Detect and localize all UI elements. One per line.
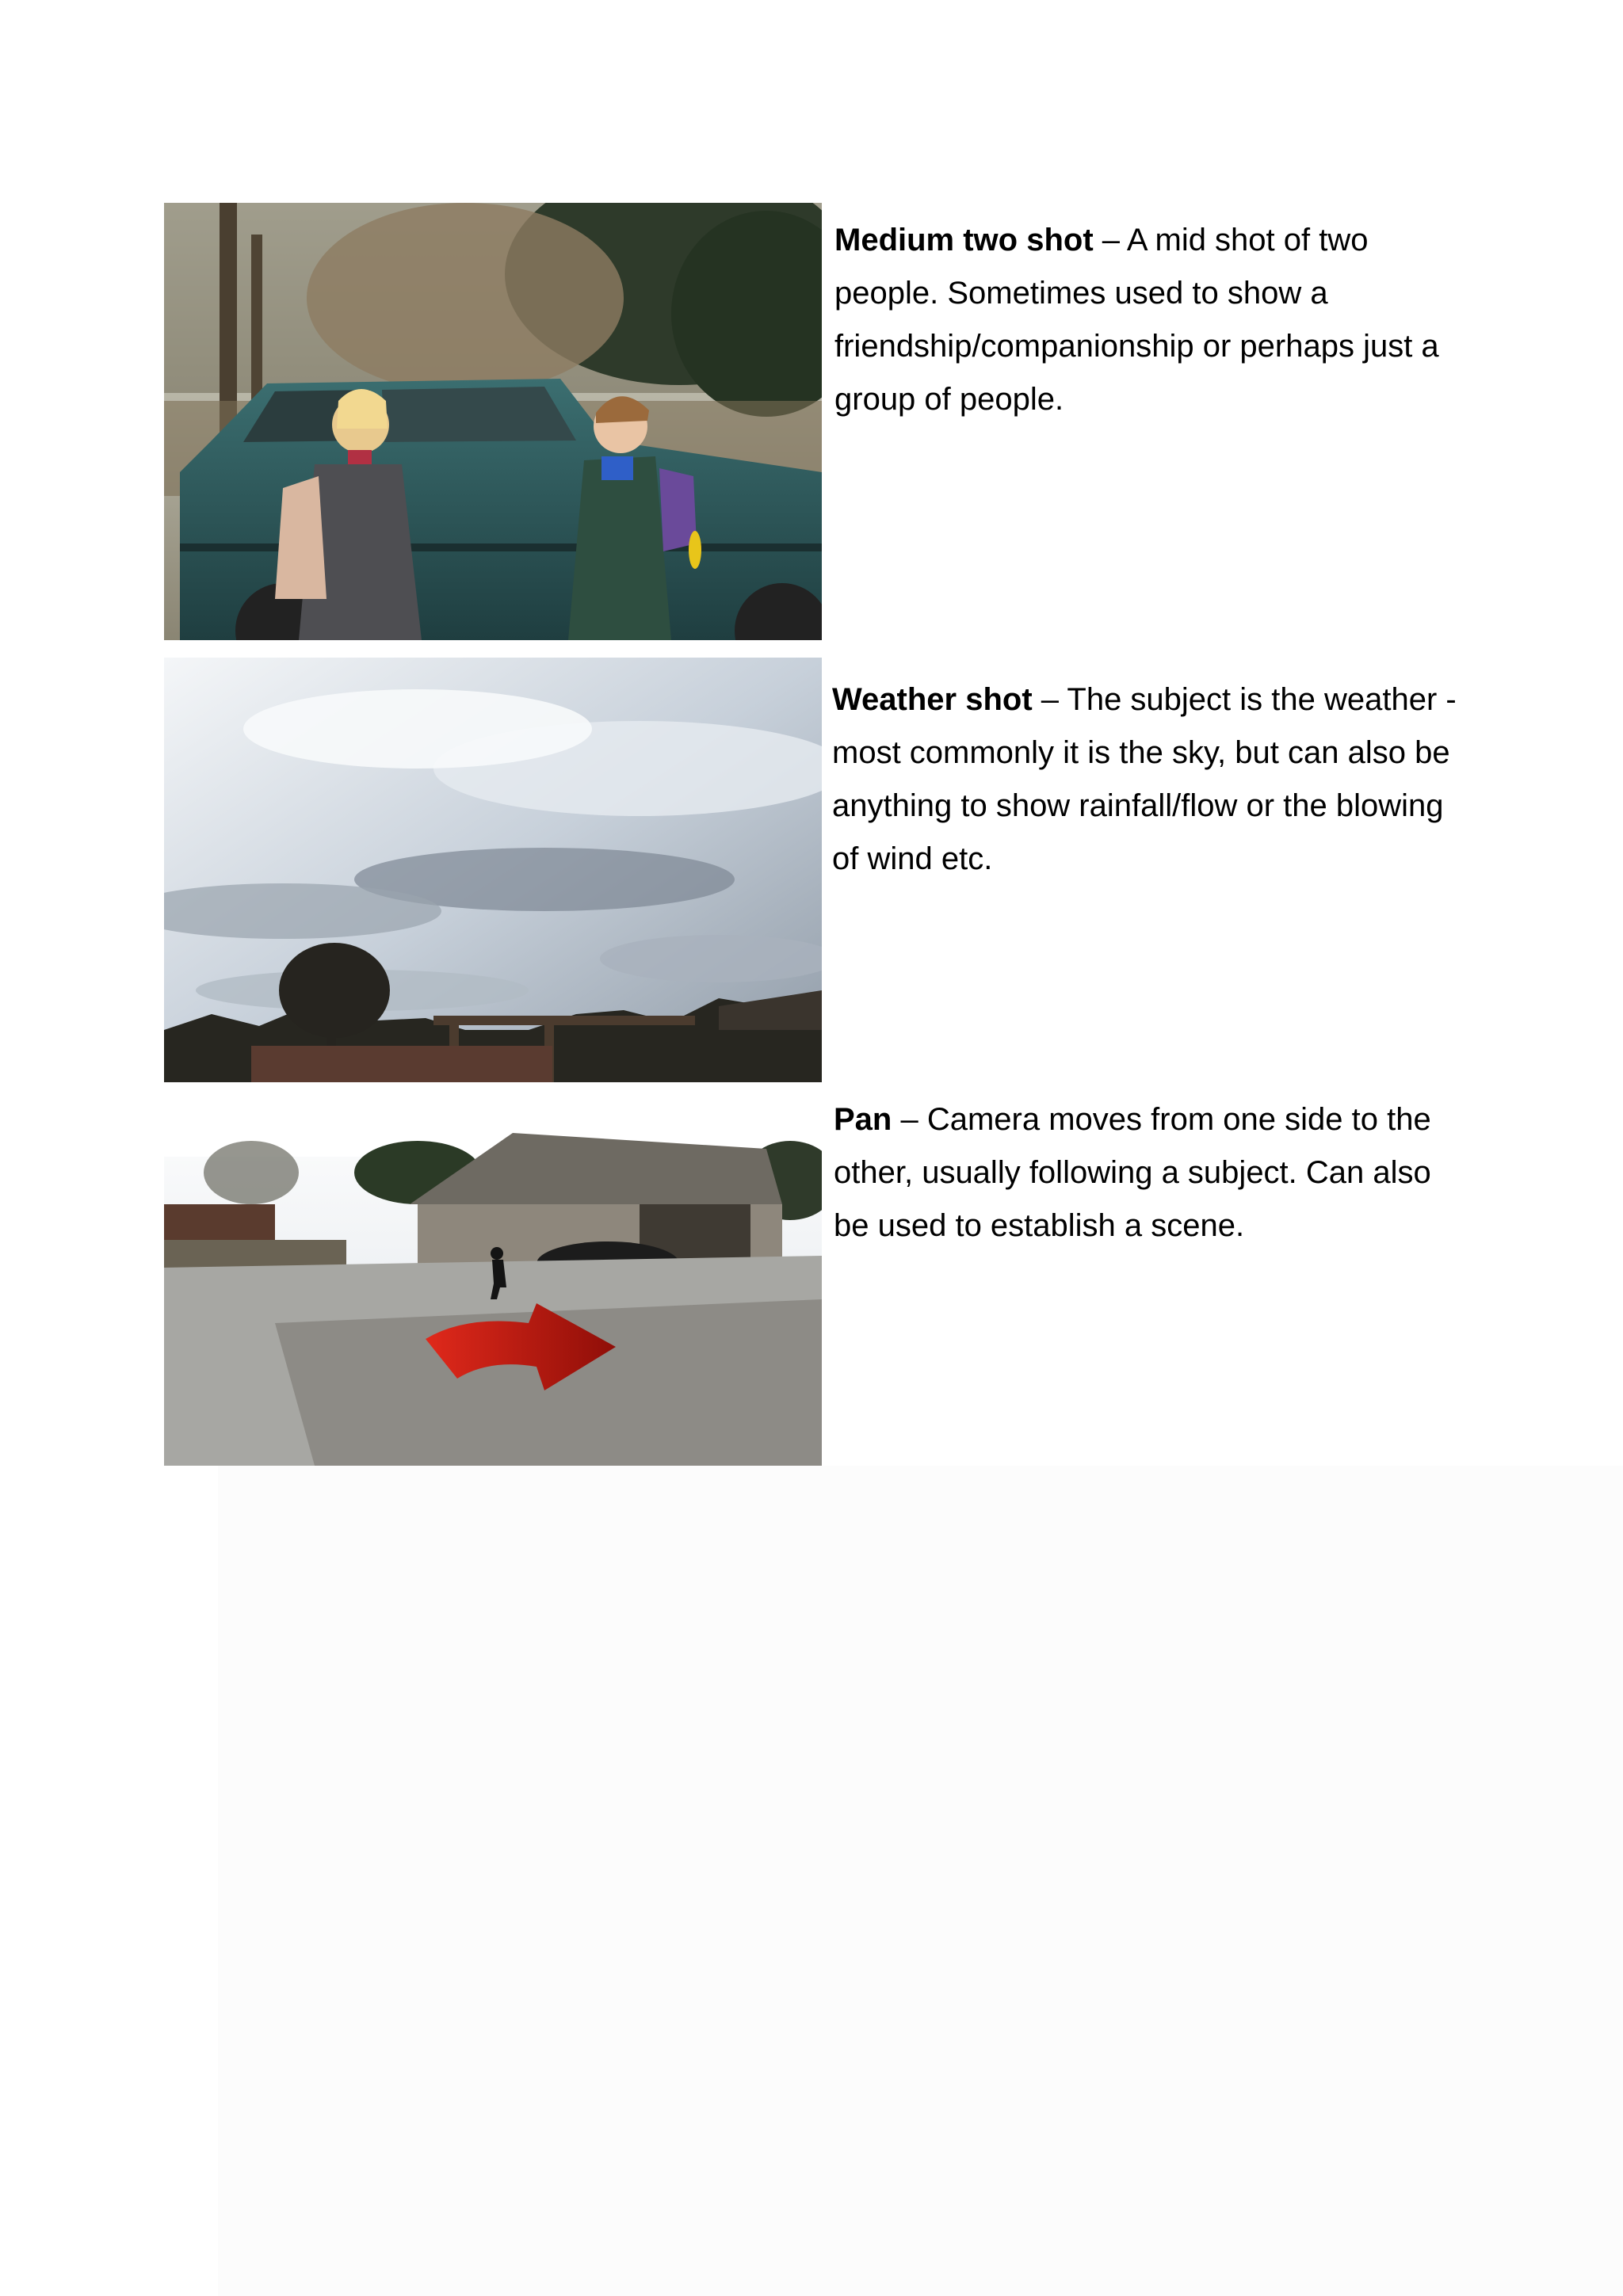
medium-two-shot-photo [164, 203, 822, 640]
weather-shot-photo [164, 658, 822, 1082]
medium-two-shot-description [834, 214, 1468, 426]
pan-definition: Camera moves from one side to the other, usually following a subject. Can also be used to establish a scene. [834, 1102, 1431, 1243]
pan-shot-photo [164, 1085, 822, 1466]
weather-shot-term: Weather shot [832, 682, 1033, 717]
page-background-shade [218, 1466, 1623, 2296]
weather-shot-description [832, 673, 1466, 886]
pan-separator: – [892, 1102, 927, 1137]
medium-two-shot-term: Medium two shot [834, 223, 1094, 257]
pan-description [834, 1093, 1468, 1253]
pan-term: Pan [834, 1102, 892, 1137]
medium-two-shot-definition: A mid shot of two people. Sometimes used to show a friendship/companionship or perhaps just a group of people. [834, 223, 1439, 417]
weather-shot-definition: The subject is the weather - most commonly it is the sky, but can also be anything to show rainfall/flow or the blowing of wind etc. [832, 682, 1457, 876]
medium-two-shot-separator: – [1093, 223, 1127, 257]
weather-shot-separator: – [1032, 682, 1067, 717]
